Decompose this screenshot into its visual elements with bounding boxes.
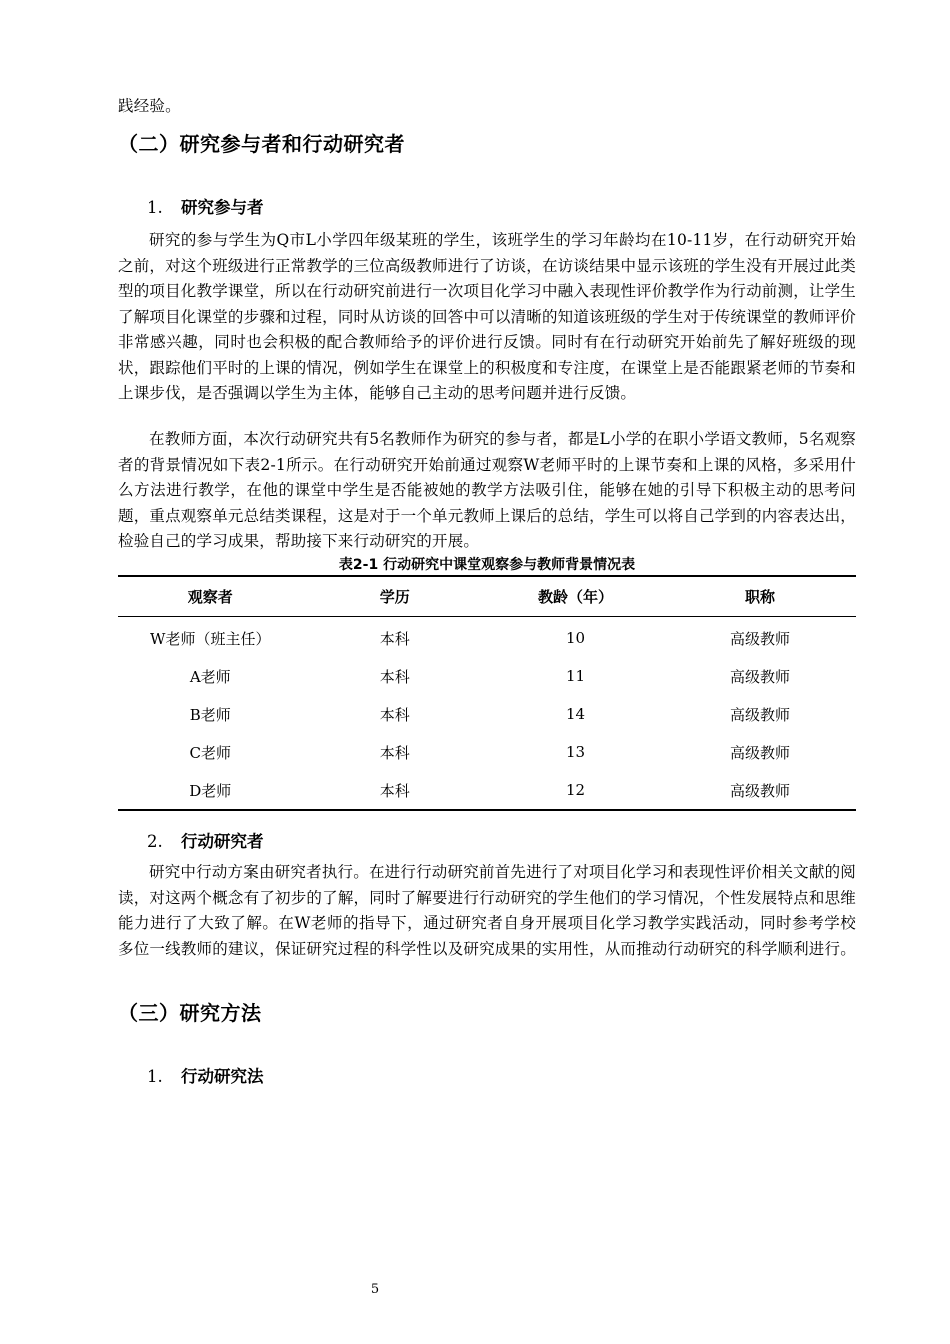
- cell-title: 高级教师: [730, 781, 791, 800]
- paragraph-researcher: 研究中行动方案由研究者执行。在进行行动研究前首先进行了对项目化学习和表现性评价相关文献的阅读，对这两个概念有了初步的了解，同时了解要进行行动研究的学生他们的学习情况，个性发展特点和思维能力进行了大致了解。在W老师的指导下，通过研究者自身开展项目化学习教学实践活动，同时参考学校多位一线教师的建议，保证研究过程的科学性以及研究成果的实用性，从而推动行动研究的科学顺利进行。: [118, 863, 856, 958]
- col-header-observer: 观察者: [187, 588, 233, 606]
- cell-education: 本科: [379, 629, 410, 648]
- continuation-text: 践经验。: [118, 97, 181, 115]
- col-header-title: 职称: [745, 588, 776, 606]
- subsection-number: 1.: [147, 1067, 163, 1086]
- cell-education: 本科: [379, 667, 410, 686]
- section-heading-3: （三）研究方法: [118, 1001, 262, 1025]
- cell-observer: A老师: [189, 667, 231, 686]
- col-header-education: 学历: [379, 588, 410, 606]
- cell-observer: D老师: [189, 781, 232, 800]
- table-caption: 表2-1 行动研究中课堂观察参与教师背景情况表: [338, 557, 636, 573]
- cell-years: 11: [566, 667, 586, 685]
- table-row: [118, 771, 856, 810]
- cell-title: 高级教师: [730, 705, 791, 724]
- paragraph-teachers: 在教师方面，本次行动研究共有5名教师作为研究的参与者，都是L小学的在职小学语文教师，5名观察者的背景情况如下表2-1所示。在行动研究开始前通过观察W老师平时的上课节奏和上课的风格，多采用什么方法进行教学，在他的课堂中学生是否能被她的教学方法吸引住，能够在她的引导下积极主动的思考问题，重点观察单元总结类课程，这是对于一个单元教师上课后的总结，学生可以将自己学到的内容表达出，检验自己的学习成果，帮助接下来行动研究的开展。: [118, 430, 856, 550]
- subsection-heading-action-research: [147, 1063, 264, 1087]
- subsection-title: 行动研究法: [181, 1067, 264, 1086]
- cell-years: 10: [566, 629, 586, 647]
- table-row: [118, 657, 856, 695]
- cell-title: 高级教师: [730, 743, 791, 762]
- cell-observer: B老师: [189, 705, 231, 724]
- cell-observer: C老师: [189, 743, 231, 762]
- paragraph-students: 研究的参与学生为Q市L小学四年级某班的学生，该班学生的学习年龄均在10-11岁，在行动研究开始之前，对这个班级进行正常教学的三位高级教师进行了访谈，在访谈结果中显示该班的学生没有开展过此类型的项目化教学课堂，所以在行动研究前进行一次项目化学习中融入表现性评价教学作为行动前测，让学生了解项目化课堂的步骤和过程，同时从访谈的回答中可以清晰的知道该班级的学生对于传统课堂的教师评价非常感兴趣，同时也会积极的配合教师给予的评价进行反馈。同时有在行动研究开始前先了解好班级的现状，跟踪他们平时的上课的情况，例如学生在课堂上的积极度和专注度，在课堂上是否能跟紧老师的节奏和上课步伐，是否强调以学生为主体，能够自己主动的思考问题并进行反馈。: [118, 231, 856, 402]
- subsection-title: 行动研究者: [181, 832, 264, 851]
- page-number: 5: [370, 1282, 380, 1297]
- subsection-number: 1.: [147, 198, 163, 217]
- table-row: [118, 733, 856, 771]
- cell-education: 本科: [379, 743, 410, 762]
- teacher-background-table: [118, 575, 856, 811]
- cell-title: 高级教师: [730, 667, 791, 686]
- col-header-years: 教龄（年）: [538, 588, 614, 606]
- cell-education: 本科: [379, 781, 410, 800]
- table-row: [118, 695, 856, 733]
- subsection-number: 2.: [147, 832, 163, 851]
- cell-observer: W老师（班主任）: [150, 629, 271, 648]
- cell-years: 12: [566, 781, 586, 799]
- cell-years: 13: [566, 743, 586, 761]
- table-header-row: [118, 576, 856, 617]
- subsection-heading-participants: [147, 194, 264, 218]
- section-heading-2: （二）研究参与者和行动研究者: [118, 132, 405, 156]
- subsection-heading-researcher: [147, 828, 264, 852]
- cell-education: 本科: [379, 705, 410, 724]
- cell-years: 14: [566, 705, 586, 723]
- cell-title: 高级教师: [730, 629, 791, 648]
- subsection-title: 研究参与者: [181, 198, 264, 217]
- table-row: [118, 617, 856, 658]
